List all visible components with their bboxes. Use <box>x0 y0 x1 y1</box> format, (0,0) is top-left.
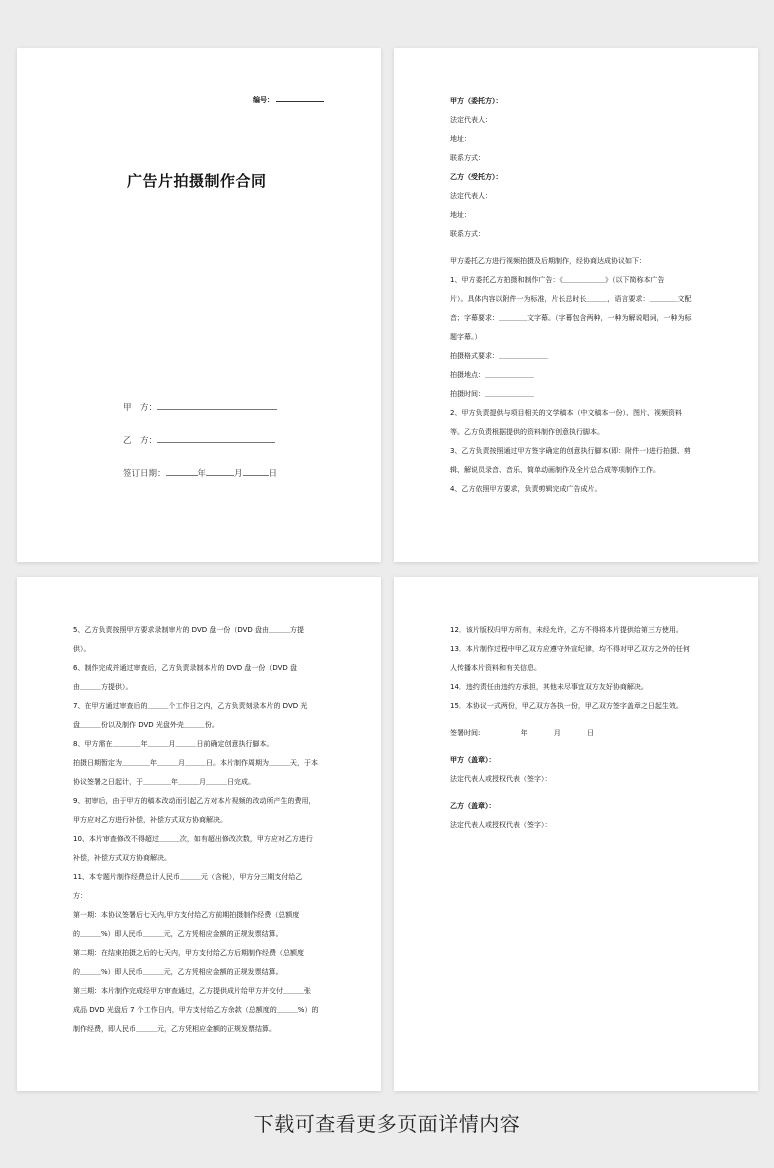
page-cover <box>17 48 381 562</box>
sign-date-label: 签订日期： <box>123 469 166 479</box>
clause-line: 法定代表人： <box>450 192 492 200</box>
clause-line: 拍摄日期暂定为＿＿＿＿年＿＿＿月＿＿＿日。本片制作周期为＿＿＿天，于本 <box>73 759 318 767</box>
party-b-blank <box>157 433 275 443</box>
day-label: 日 <box>268 469 278 479</box>
clause-line: 第一期：本协议签署后七天内,甲方支付给乙方前期拍摄制作经费（总额度 <box>73 911 300 919</box>
clause-line: 3、乙方负责按照通过甲方签字确定的创意执行脚本(即：附件一)进行拍摄、剪 <box>450 447 691 455</box>
year-blank <box>166 466 198 476</box>
clause-line: 4、乙方依照甲方要求，负责剪辑完成广告成片。 <box>450 485 602 493</box>
clause-line: 地址： <box>450 135 471 143</box>
more-pages-caption: 下载可查看更多页面详情内容 <box>253 1112 521 1136</box>
number-blank <box>276 92 324 102</box>
clause-line: 拍摄地点：＿＿＿＿＿＿＿ <box>450 371 534 379</box>
clause-line: 辑、解说员录音、音乐、简单动画制作及全片总合成等项制作工作。 <box>450 466 660 474</box>
number-label: 编号： <box>253 96 274 104</box>
party-a-blank <box>157 400 277 410</box>
clause-line: 14．违约责任由违约方承担，其他未尽事宜双方友好协商解决。 <box>450 683 648 691</box>
clause-line: 由＿＿＿方提供）。 <box>73 683 133 691</box>
party-b-label: 乙 方： <box>123 436 158 446</box>
year-label: 年 <box>197 469 207 479</box>
document-title: 广告片拍摄制作合同 <box>127 172 267 190</box>
clause-line: 制作经费，即人民币＿＿＿元，乙方凭相应金额的正规发票结算。 <box>73 1025 276 1033</box>
page-2 <box>394 48 758 562</box>
clause-line: 7、在甲方通过审查后的＿＿＿个工作日之内，乙方负责刻录本片的 DVD 光 <box>73 702 308 710</box>
clause-line: 联系方式： <box>450 230 485 238</box>
clause-line: 11、本专题片制作经费总计人民币＿＿＿元（含税），甲方分三期支付给乙 <box>73 873 303 881</box>
clause-line: 2、甲方负责提供与项目相关的文学稿本（中文稿本一份）、图片、视频资料 <box>450 409 682 417</box>
page-4 <box>394 577 758 1091</box>
clause-line: 8、甲方需在＿＿＿＿年＿＿＿月＿＿＿日前确定创意执行脚本。 <box>73 740 274 748</box>
clause-line: 成品 DVD 光盘后 7 个工作日内，甲方支付给乙方余款（总额度的＿＿＿%）的 <box>73 1006 319 1014</box>
sign-date-line <box>123 466 277 479</box>
clause-line: 15．本协议一式两份，甲乙双方各执一份，甲乙双方签字盖章之日起生效。 <box>450 702 683 710</box>
sign-month-label: 月 <box>553 729 561 737</box>
party-a-line <box>123 400 277 413</box>
party-a-label: 甲 方： <box>123 403 158 413</box>
clause-line: 法定代表人： <box>450 116 492 124</box>
clause-line: 甲方（委托方）： <box>450 97 503 105</box>
clause-line: 片）。具体内容以附件一为标准，片长总时长＿＿＿，语言要求：＿＿＿＿文配 <box>450 295 692 303</box>
party-a-seal: 甲方（盖章）： <box>450 756 496 764</box>
clause-line: 人传播本片资料和有关信息。 <box>450 664 541 672</box>
clause-line: 的＿＿＿%）即人民币＿＿＿元，乙方凭相应金额的正规发票结算。 <box>73 968 283 976</box>
clause-line: 供）。 <box>73 645 91 653</box>
party-b-line <box>123 433 275 446</box>
contract-number <box>253 92 324 105</box>
clause-line: 补偿，补偿方式双方协商解决。 <box>73 854 171 862</box>
clause-line: 6、制作完成并通过审查后，乙方负责录制本片的 DVD 盘一份（DVD 盘 <box>73 664 298 672</box>
party-a-rep: 法定代表人或授权代表（签字）： <box>450 775 552 783</box>
clause-line: 等。乙方负责根据提供的资料制作创意执行脚本。 <box>450 428 604 436</box>
clause-line: 13．本片制作过程中甲乙双方应遵守外宣纪律，均不得对甲乙双方之外的任何 <box>450 645 690 653</box>
clause-line: 10、本片审查修改不得超过＿＿＿次，如有超出修改次数，甲方应对乙方进行 <box>73 835 313 843</box>
page-4-body <box>450 621 708 835</box>
clause-line: 音；字幕要求：＿＿＿＿文字幕。（字幕包含两种，一种为解说唱词，一种为标 <box>450 314 692 322</box>
sign-time-line <box>450 724 708 743</box>
page-3-body <box>73 621 333 1039</box>
sign-time-label: 签署时间: <box>450 729 481 737</box>
clause-line: 的＿＿＿%）即人民币＿＿＿元，乙方凭相应金额的正规发票结算。 <box>73 930 283 938</box>
clause-line: 题字幕。） <box>450 333 482 341</box>
clause-line: 第三期：本片制作完成经甲方审查通过，乙方提供成片给甲方并交付＿＿＿张 <box>73 987 311 995</box>
clause-line: 12．该片版权归甲方所有，未经允许，乙方不得将本片提供给第三方使用。 <box>450 626 683 634</box>
clause-line: 拍摄格式要求：＿＿＿＿＿＿＿ <box>450 352 548 360</box>
clause-line: 1、甲方委托乙方拍摄和制作广告：《＿＿＿＿＿＿》（以下简称本广告 <box>450 276 665 284</box>
clause-line: 拍摄时间：＿＿＿＿＿＿＿ <box>450 390 534 398</box>
clause-line: 第二期：在结束拍摄之后的七天内，甲方支付给乙方后期制作经费（总额度 <box>73 949 304 957</box>
clause-line: 9、初审后，由于甲方的稿本改动而引起乙方对本片视频的改动所产生的费用， <box>73 797 316 805</box>
page-2-body <box>450 92 708 499</box>
month-label: 月 <box>234 469 243 479</box>
clause-line: 联系方式： <box>450 154 485 162</box>
clause-line: 5、乙方负责按照甲方要求录制审片的 DVD 盘一份（DVD 盘由＿＿＿方提 <box>73 626 305 634</box>
clause-line: 地址： <box>450 211 471 219</box>
month-blank <box>206 466 234 476</box>
sign-day-label: 日 <box>587 729 595 737</box>
clause-line: 乙方（受托方）： <box>450 173 503 181</box>
party-b-seal: 乙方（盖章）： <box>450 802 496 810</box>
page-3 <box>17 577 381 1091</box>
clause-line: 盘＿＿＿份以及制作 DVD 光盘外壳＿＿＿份。 <box>73 721 219 729</box>
clause-line: 甲方委托乙方进行视频拍摄及后期制作，经协商达成协议如下： <box>450 257 646 265</box>
clause-line: 协议签署之日起计，于＿＿＿＿年＿＿＿月＿＿＿日完成。 <box>73 778 255 786</box>
sign-year-label: 年 <box>520 729 528 737</box>
day-blank <box>243 466 269 476</box>
clause-line: 方： <box>73 892 87 900</box>
clause-line: 甲方应对乙方进行补偿，补偿方式双方协商解决。 <box>73 816 227 824</box>
party-b-rep: 法定代表人或授权代表（签字）： <box>450 821 552 829</box>
